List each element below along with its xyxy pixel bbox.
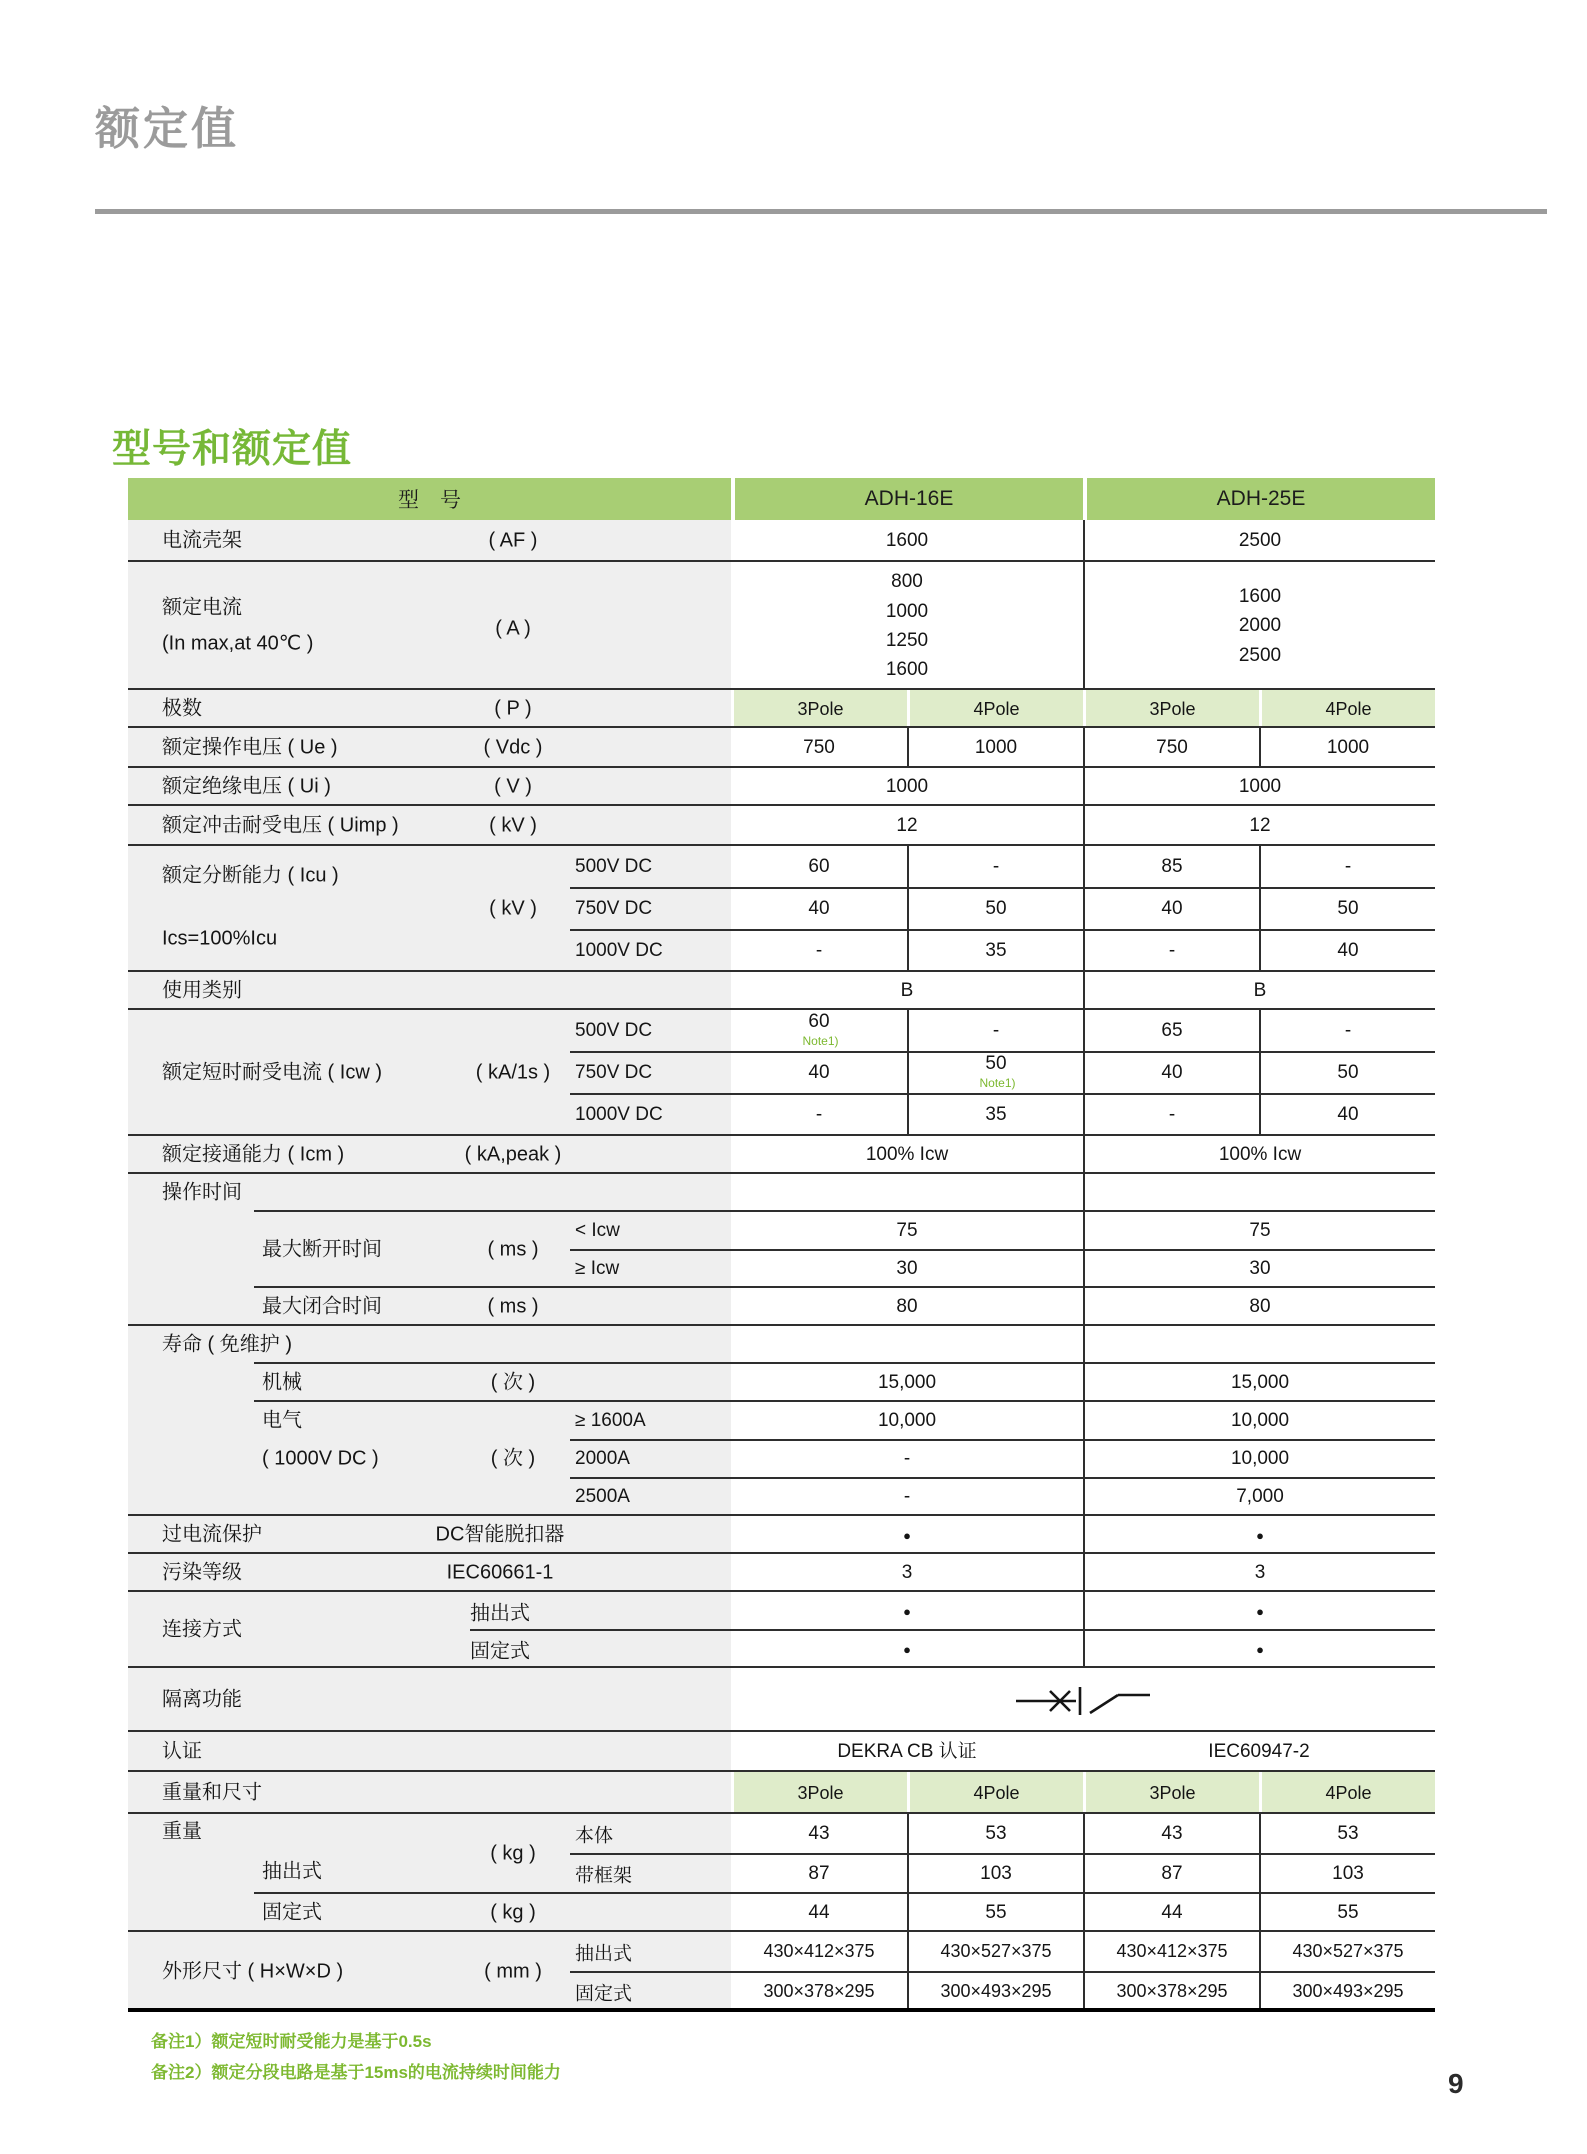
- value-cell: 750: [1083, 728, 1259, 768]
- row-label: ( kA,peak ): [464, 1143, 562, 1166]
- sub-row: [731, 1630, 1435, 1668]
- row-label-cell: [128, 562, 731, 690]
- value-cell: -: [903, 1448, 911, 1470]
- pole-subheader-cell: 4Pole: [907, 1772, 1083, 1814]
- value-cell: 1000: [1259, 728, 1435, 768]
- row-weight-fixed: [128, 1894, 1435, 1932]
- row-label-cell: [128, 1326, 731, 1364]
- row-label: ( 1000V DC ): [262, 1447, 379, 1470]
- value-cell: 40: [1083, 1052, 1259, 1094]
- value-cell: 3: [901, 1562, 913, 1584]
- pole-subheader-cell: 3Pole: [1083, 690, 1259, 728]
- value-cell: 1000: [885, 776, 929, 798]
- pole-subheader-cell: 3Pole: [1083, 1772, 1259, 1814]
- value-cell: 53: [1259, 1814, 1435, 1854]
- row-label: DC智能脱扣器: [435, 1523, 565, 1546]
- row-label-cell: [128, 728, 731, 768]
- value-cell: 85: [1083, 846, 1259, 888]
- value-cell: 30: [896, 1258, 918, 1280]
- row-label-cell: [128, 1554, 731, 1592]
- value-area: [731, 846, 1435, 972]
- value-cell: 750: [803, 737, 835, 759]
- value-cell: [731, 1592, 1083, 1630]
- row-lifespan: [128, 1326, 1435, 1364]
- header-model-label: 型 号: [128, 478, 731, 520]
- row-label: ( 次 ): [490, 1371, 536, 1394]
- sub-row-label: 1000V DC: [575, 940, 663, 961]
- row-mechanical-life: [128, 1364, 1435, 1402]
- row-current-frame: [128, 520, 1435, 562]
- bullet-dot: ●: [903, 1603, 911, 1619]
- row-max-closing-time: [128, 1288, 1435, 1326]
- row-label: (In max,at 40℃ ): [162, 632, 314, 655]
- row-label: 使用类别: [162, 979, 242, 1002]
- row-label: ( A ): [495, 617, 531, 640]
- row-label: ( kV ): [489, 897, 537, 920]
- page-title: 额定值: [95, 103, 240, 154]
- value-cell: [1083, 1174, 1435, 1212]
- value-line: 1600: [1238, 585, 1282, 607]
- row-rated-current: [128, 562, 1435, 690]
- row-divider-line: [570, 1051, 1435, 1053]
- title-divider: [95, 209, 1547, 214]
- row-label: 认证: [162, 1740, 202, 1763]
- sub-row: [731, 1972, 1435, 2012]
- value-cell: 87: [1083, 1854, 1259, 1894]
- row-label: 污染等级: [162, 1561, 242, 1584]
- sub-row: [731, 1010, 1435, 1052]
- row-weight-and-size: [128, 1772, 1435, 1814]
- pole-subheader-cell: 4Pole: [1259, 1772, 1435, 1814]
- footnote-line: 备注2）额定分段电路是基于15ms的电流持续时间能力: [151, 2063, 561, 2082]
- sub-row: [731, 1592, 1435, 1630]
- row-label: 过电流保护: [162, 1523, 262, 1546]
- row-label-cell: [128, 768, 731, 806]
- spec-table: [128, 478, 1435, 2012]
- page-number: 9: [1448, 2068, 1464, 2099]
- sub-row-label: 500V DC: [575, 1020, 653, 1041]
- row-label-cell: [128, 1136, 731, 1174]
- value-cell: [1083, 1516, 1435, 1554]
- sub-row-label: ≥ Icw: [575, 1258, 620, 1279]
- row-label: 抽出式: [262, 1860, 322, 1883]
- row-divider-line: [570, 887, 1435, 889]
- sub-row-label: 750V DC: [575, 1062, 653, 1083]
- row-label-cell: [128, 1516, 731, 1554]
- value-cell: 7,000: [1083, 1478, 1435, 1516]
- row-label: 额定绝缘电压 ( Ui ): [162, 775, 331, 798]
- value-cell: 3: [1083, 1554, 1435, 1592]
- row-electrical-life: [128, 1402, 1435, 1516]
- value-cell: 12: [1083, 806, 1435, 846]
- value-cell: 430×527×375: [1259, 1932, 1435, 1972]
- value-cell: 50 Note1): [907, 1052, 1083, 1094]
- section-title: 型号和额定值: [112, 428, 353, 471]
- sub-row-label: 本体: [575, 1825, 614, 1847]
- value-cell: 2500: [1083, 520, 1435, 562]
- value-cell: 40: [1259, 930, 1435, 972]
- row-label-cell: [128, 1174, 731, 1212]
- row-label: ( V ): [494, 775, 532, 798]
- value-cell: -: [815, 940, 823, 962]
- row-label: ( Vdc ): [483, 736, 543, 759]
- row-label: Ics=100%Icu: [162, 927, 278, 950]
- footnote-line: 备注1）额定短时耐受能力是基于0.5s: [151, 2032, 432, 2051]
- value-cell: 35: [907, 1094, 1083, 1136]
- value-cell: 100% Icw: [865, 1144, 949, 1166]
- row-label: 操作时间: [162, 1181, 242, 1204]
- value-cell: 75: [1083, 1212, 1435, 1250]
- row-label: ( ms ): [487, 1238, 539, 1261]
- sub-row: [731, 930, 1435, 972]
- row-label-cell: [128, 690, 731, 728]
- row-label: 固定式: [262, 1901, 322, 1924]
- row-label: ( mm ): [484, 1960, 542, 1983]
- row-label: 隔离功能: [162, 1688, 242, 1711]
- value-cell: 10,000: [1083, 1440, 1435, 1478]
- value-cell: 40: [1259, 1094, 1435, 1136]
- bullet-dot: ●: [1256, 1603, 1264, 1619]
- value-cell: -: [907, 846, 1083, 888]
- value-cell: 80: [896, 1296, 918, 1318]
- value-cell: B: [900, 980, 914, 1002]
- value-cell: 50: [1259, 1052, 1435, 1094]
- row-label-cell: [128, 1894, 731, 1932]
- value-cell: [731, 1668, 1435, 1732]
- row-label: 重量: [162, 1820, 202, 1843]
- row-label: 电气: [262, 1409, 302, 1432]
- value-cell: -: [907, 1010, 1083, 1052]
- row-label: 连接方式: [162, 1618, 242, 1641]
- sub-row-label: 抽出式: [575, 1943, 633, 1965]
- value-cell: 1000: [1083, 768, 1435, 806]
- value-cell: 40: [808, 898, 830, 920]
- row-label: ( kV ): [489, 814, 537, 837]
- row-certification: [128, 1732, 1435, 1772]
- row-divider-line: [128, 2008, 1435, 2012]
- sub-row-label: 2500A: [575, 1486, 630, 1507]
- table-header-row: [128, 478, 1435, 520]
- row-rated-operating-voltage: [128, 728, 1435, 768]
- value-cell: [1083, 1630, 1435, 1668]
- sub-row-label: 2000A: [575, 1448, 630, 1469]
- sub-row: [731, 1250, 1435, 1288]
- value-cell: 35: [907, 930, 1083, 972]
- value-cell: [1083, 1592, 1435, 1630]
- value-cell: 40: [1083, 888, 1259, 930]
- row-label-cell: [128, 1668, 731, 1732]
- row-label: 寿命 ( 免维护 ): [162, 1333, 292, 1356]
- value-cell: 430×412×375: [763, 1941, 875, 1962]
- sub-row: [731, 1094, 1435, 1136]
- row-label: 机械: [262, 1371, 302, 1394]
- row-label: 额定接通能力 ( Icm ): [162, 1143, 345, 1166]
- sub-row-label: 固定式: [575, 1983, 633, 2005]
- value-cell: -: [1259, 1010, 1435, 1052]
- value-cell: -: [1083, 930, 1259, 972]
- row-label-cell: [128, 1364, 731, 1402]
- pole-subheader-cell: 3Pole: [731, 690, 907, 728]
- sub-row: [731, 1440, 1435, 1478]
- value-line: 1250: [885, 630, 929, 651]
- row-label-cell: [128, 1288, 731, 1326]
- value-cell: 15,000: [1083, 1364, 1435, 1402]
- value-cell: 15,000: [877, 1372, 937, 1394]
- sub-row-label: 抽出式: [470, 1602, 530, 1625]
- row-divider-line: [570, 1439, 1435, 1441]
- sub-row-label: 固定式: [470, 1640, 530, 1663]
- row-overcurrent-protection: [128, 1516, 1435, 1554]
- sub-row: [731, 1478, 1435, 1516]
- pole-subheader-cell: 3Pole: [731, 1772, 907, 1814]
- row-label: ( 次 ): [490, 1447, 536, 1470]
- row-label: 额定短时耐受电流 ( Icw ): [162, 1061, 382, 1084]
- value-cell: [731, 1326, 1083, 1364]
- row-label-cell: [128, 1732, 731, 1772]
- value-cell: IEC60947-2: [1208, 1741, 1310, 1763]
- row-utilization-category: [128, 972, 1435, 1010]
- sub-row: [731, 1932, 1435, 1972]
- row-divider-line: [570, 929, 1435, 931]
- bullet-dot: ●: [1256, 1641, 1264, 1657]
- row-label: IEC60661-1: [446, 1561, 554, 1584]
- bullet-dot: ●: [1256, 1527, 1264, 1543]
- value-cell: 103: [907, 1854, 1083, 1894]
- value-cell: [731, 1174, 1083, 1212]
- value-cell: 12: [896, 815, 918, 837]
- value-cell: 60 Note1): [731, 1010, 907, 1052]
- value-cell: 50: [907, 888, 1083, 930]
- row-divider-line: [570, 1093, 1435, 1095]
- row-divider-line: [570, 1249, 1435, 1251]
- row-label-cell: [128, 972, 731, 1010]
- value-cell: 80: [1083, 1288, 1435, 1326]
- value-cell: -: [1083, 1094, 1259, 1136]
- row-poles: [128, 690, 1435, 728]
- sub-row: [731, 1814, 1435, 1854]
- sub-row: [731, 1402, 1435, 1440]
- row-label: 额定冲击耐受电压 ( Uimp ): [162, 814, 399, 837]
- row-label: 最大闭合时间: [262, 1295, 382, 1318]
- value-cell: 300×493×295: [1259, 1972, 1435, 2012]
- sub-row: [731, 888, 1435, 930]
- row-label: 重量和尺寸: [162, 1781, 262, 1804]
- value-cell: B: [1083, 972, 1435, 1010]
- footnotes: [151, 2026, 561, 2088]
- row-label-cell: [128, 520, 731, 562]
- row-dimensions: [128, 1932, 1435, 2012]
- value-cell: 75: [896, 1220, 918, 1242]
- row-max-opening-time: [128, 1212, 1435, 1288]
- value-cell: 44: [808, 1902, 830, 1924]
- row-label: 额定分断能力 ( Icu ): [162, 864, 339, 887]
- value-cell: 1000: [907, 728, 1083, 768]
- value-line: 1600: [885, 659, 929, 681]
- bullet-dot: ●: [903, 1641, 911, 1657]
- row-isolation-function: [128, 1668, 1435, 1732]
- header-model-name: ADH-16E: [731, 478, 1083, 520]
- row-making-capacity-icm: [128, 1136, 1435, 1174]
- bullet-dot: ●: [903, 1527, 911, 1543]
- value-cell: [1083, 1326, 1435, 1364]
- pole-subheader-cell: 4Pole: [907, 690, 1083, 728]
- value-cell: 300×493×295: [907, 1972, 1083, 2012]
- value-cell: -: [903, 1486, 911, 1508]
- value-cell: 50: [1259, 888, 1435, 930]
- value-cell: DEKRA CB 认证: [837, 1741, 977, 1763]
- value-area: [731, 1402, 1435, 1516]
- row-divider-line: [570, 1971, 1435, 1973]
- value-cell: 300×378×295: [763, 1981, 875, 2002]
- row-divider-line: [470, 1629, 1435, 1631]
- value-cell: 103: [1259, 1854, 1435, 1894]
- value-line: 2500: [1238, 644, 1282, 666]
- value-line: 1000: [885, 600, 929, 622]
- sub-row: [731, 1854, 1435, 1894]
- value-cell: 40: [808, 1062, 830, 1084]
- value-cell: 30: [1083, 1250, 1435, 1288]
- row-label: ( kg ): [490, 1901, 536, 1924]
- pole-subheader-cell: 4Pole: [1259, 690, 1435, 728]
- value-cell: 10,000: [1083, 1402, 1435, 1440]
- row-label: 极数: [162, 697, 202, 720]
- value-cell: -: [1259, 846, 1435, 888]
- row-rated-insulation-voltage: [128, 768, 1435, 806]
- row-label: ( ms ): [487, 1295, 539, 1318]
- value-cell: [731, 1516, 1083, 1554]
- value-cell: 60: [808, 856, 830, 878]
- row-rated-impulse-voltage: [128, 806, 1435, 846]
- value-cell: 43: [808, 1823, 830, 1845]
- value-cell: 53: [907, 1814, 1083, 1854]
- sub-row: [731, 846, 1435, 888]
- row-label: ( P ): [494, 697, 532, 720]
- value-cell: 430×527×375: [907, 1932, 1083, 1972]
- value-cell: 44: [1083, 1894, 1259, 1932]
- value-cell: 87: [808, 1863, 830, 1885]
- row-pollution-degree: [128, 1554, 1435, 1592]
- row-label: 电流壳架: [162, 529, 242, 552]
- sub-row-label: < Icw: [575, 1220, 620, 1241]
- sub-row-label: ≥ 1600A: [575, 1410, 646, 1431]
- sub-row-label: 1000V DC: [575, 1104, 663, 1125]
- sub-row-label: 750V DC: [575, 898, 653, 919]
- row-label-cell: [128, 1772, 731, 1814]
- note-superscript: Note1): [802, 1034, 839, 1049]
- isolation-switch-symbol: [1008, 1680, 1158, 1720]
- sub-row: [731, 1212, 1435, 1250]
- value-cell: [731, 1630, 1083, 1668]
- row-label: ( kg ): [490, 1842, 536, 1865]
- value-cell: 300×378×295: [1083, 1972, 1259, 2012]
- row-connection-type: [128, 1592, 1435, 1668]
- row-label: 外形尺寸 ( H×W×D ): [162, 1960, 344, 1983]
- value-cell: 55: [907, 1894, 1083, 1932]
- value-area: [731, 1010, 1435, 1136]
- value-cell: 100% Icw: [1083, 1136, 1435, 1174]
- row-short-time-withstand-icw: [128, 1010, 1435, 1136]
- value-cell: 55: [1259, 1894, 1435, 1932]
- value-cell: 65: [1083, 1010, 1259, 1052]
- row-label: 最大断开时间: [262, 1238, 382, 1261]
- row-label: ( kA/1s ): [475, 1061, 551, 1084]
- row-breaking-capacity-icu: [128, 846, 1435, 972]
- sub-row-label: 带框架: [575, 1865, 633, 1887]
- row-label-cell: [128, 806, 731, 846]
- value-cell: [1083, 562, 1435, 690]
- row-divider-line: [570, 1853, 1435, 1855]
- row-divider-line: [570, 1477, 1435, 1479]
- value-line: 800: [891, 571, 923, 593]
- value-cell: [731, 562, 1083, 690]
- header-model-name: ADH-25E: [1083, 478, 1435, 520]
- value-cell: 43: [1083, 1814, 1259, 1854]
- value-cell: 10,000: [877, 1410, 937, 1432]
- sub-row: [731, 1052, 1435, 1094]
- value-cell: 1600: [885, 530, 929, 552]
- row-label: 额定电流: [162, 596, 242, 619]
- value-cell: 430×412×375: [1083, 1932, 1259, 1972]
- row-label: 额定操作电压 ( Ue ): [162, 736, 338, 759]
- value-line: 2000: [1238, 615, 1282, 637]
- row-operating-time: [128, 1174, 1435, 1212]
- sub-row-label: 500V DC: [575, 856, 653, 877]
- note-superscript: Note1): [979, 1076, 1016, 1091]
- value-cell: -: [815, 1104, 823, 1126]
- row-weight-drawout: [128, 1814, 1435, 1894]
- row-label: ( AF ): [488, 529, 538, 552]
